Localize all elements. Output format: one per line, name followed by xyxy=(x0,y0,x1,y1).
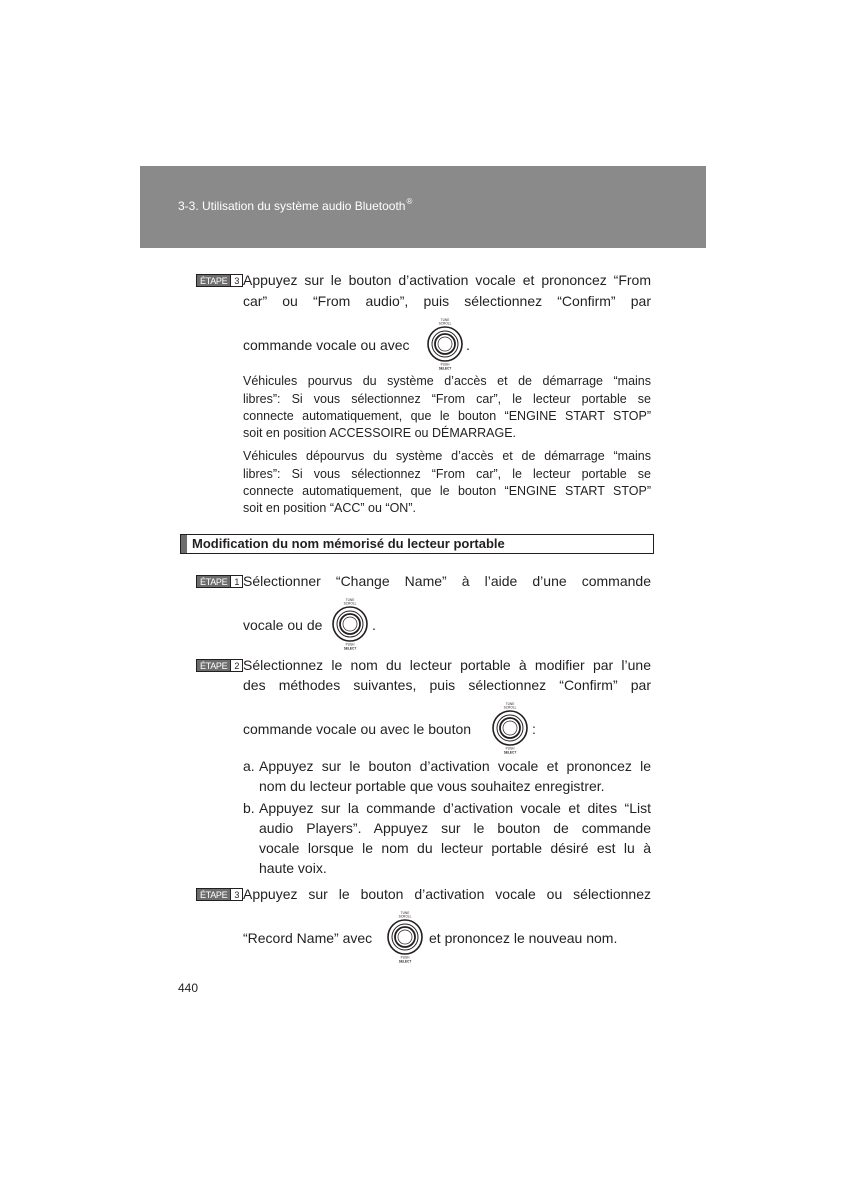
step-text-line: Appuyez sur le bouton d’activation vocale ou sélectionnez xyxy=(243,886,651,902)
step-badge-label: ÉTAPE xyxy=(197,275,230,286)
option-line: Appuyez sur le bouton d’activation vocale et prononcez le xyxy=(259,758,651,774)
knob-label: SELECT xyxy=(343,646,357,651)
tune-select-knob-icon xyxy=(329,597,371,651)
step-badge-number: 3 xyxy=(230,275,242,286)
step-text-line: commande vocale ou avec le bouton xyxy=(243,721,472,737)
chapter-title xyxy=(178,197,412,213)
knob-label: SCROLL xyxy=(503,705,517,710)
tune-select-knob-icon xyxy=(424,317,466,371)
section-heading-stripe xyxy=(181,535,187,553)
knob-label: SELECT xyxy=(398,959,412,964)
note-line: soit en position ACCESSOIRE ou DÉMARRAGE. xyxy=(243,426,517,440)
option-line: haute voix. xyxy=(259,860,327,876)
section-heading-title: Modification du nom mémorisé du lecteur portable xyxy=(192,536,505,551)
step-badge-number: 1 xyxy=(230,576,242,587)
step-text-line: des méthodes suivantes, puis sélectionnez “Confirm” par xyxy=(243,677,651,693)
knob-label: TUNE xyxy=(505,702,515,706)
option-line: Appuyez sur la commande d’activation vocale et dites “List xyxy=(259,800,651,816)
step-badge-label: ÉTAPE xyxy=(197,576,230,587)
note-line: libres”: Si vous sélectionnez “From car”, le lecteur portable se xyxy=(243,467,651,481)
step-badge-label: ÉTAPE xyxy=(197,889,230,900)
chapter-title-text: 3-3. Utilisation du système audio Bluetooth xyxy=(178,199,406,213)
option-line: nom du lecteur portable que vous souhaitez enregistrer. xyxy=(259,778,605,794)
knob-label: SCROLL xyxy=(343,601,357,606)
tune-select-knob-icon xyxy=(489,701,531,755)
knob-label: PUSH xyxy=(440,362,450,367)
step-badge-label: ÉTAPE xyxy=(197,660,230,671)
step-badge xyxy=(196,888,243,901)
step-badge xyxy=(196,274,243,287)
knob-label: SCROLL xyxy=(438,321,452,326)
step-text-end: . xyxy=(466,337,470,353)
page-number: 440 xyxy=(178,981,199,995)
step-text-line: Appuyez sur le bouton d’activation vocale et prononcez “From xyxy=(243,272,651,288)
step-badge-number: 2 xyxy=(230,660,242,671)
note-line: soit en position “ACC” ou “ON”. xyxy=(243,501,416,515)
option-marker: b. xyxy=(243,800,255,816)
section-heading xyxy=(180,534,654,554)
step-text-line: car” ou “From audio”, puis sélectionnez “Confirm” par xyxy=(243,293,651,309)
step-text-line: commande vocale ou avec xyxy=(243,337,410,353)
note-line: Véhicules dépourvus du système d’accès et de démarrage “mains xyxy=(243,449,651,463)
registered-mark: ® xyxy=(406,197,413,206)
knob-label: SELECT xyxy=(438,366,452,371)
knob-label: SCROLL xyxy=(398,914,412,919)
step-text-end: . xyxy=(372,617,376,633)
knob-label: TUNE xyxy=(345,598,355,602)
note-line: libres”: Si vous sélectionnez “From car”, le lecteur portable se xyxy=(243,392,651,406)
step-badge xyxy=(196,659,243,672)
note-line: connecte automatiquement, que le bouton “ENGINE START STOP” xyxy=(243,484,651,498)
step-text-line: vocale ou de xyxy=(243,617,323,633)
option-marker: a. xyxy=(243,758,255,774)
step-badge xyxy=(196,575,243,588)
chapter-header-bar xyxy=(140,166,706,248)
step-text-line: “Record Name” avec xyxy=(243,930,373,946)
step-text-line: Sélectionner “Change Name” à l’aide d’une commande xyxy=(243,573,651,589)
note-line: connecte automatiquement, que le bouton “ENGINE START STOP” xyxy=(243,409,651,423)
knob-label: TUNE xyxy=(440,318,450,322)
knob-label: SELECT xyxy=(503,750,517,755)
knob-label: PUSH xyxy=(505,746,515,751)
step-text-end: et prononcez le nouveau nom. xyxy=(429,930,618,946)
step-text-end: : xyxy=(532,721,536,737)
knob-label: TUNE xyxy=(400,911,410,915)
step-text-line: Sélectionnez le nom du lecteur portable à modifier par l’une xyxy=(243,657,651,673)
note-line: Véhicules pourvus du système d’accès et de démarrage “mains xyxy=(243,374,651,388)
knob-label: PUSH xyxy=(400,955,410,960)
option-line: audio Players”. Appuyez sur le bouton de commande xyxy=(259,820,651,836)
step-badge-number: 3 xyxy=(230,889,242,900)
knob-label: PUSH xyxy=(345,642,355,647)
option-line: vocale lorsque le nom du lecteur portable désiré est lu à xyxy=(259,840,651,856)
tune-select-knob-icon xyxy=(384,910,426,964)
